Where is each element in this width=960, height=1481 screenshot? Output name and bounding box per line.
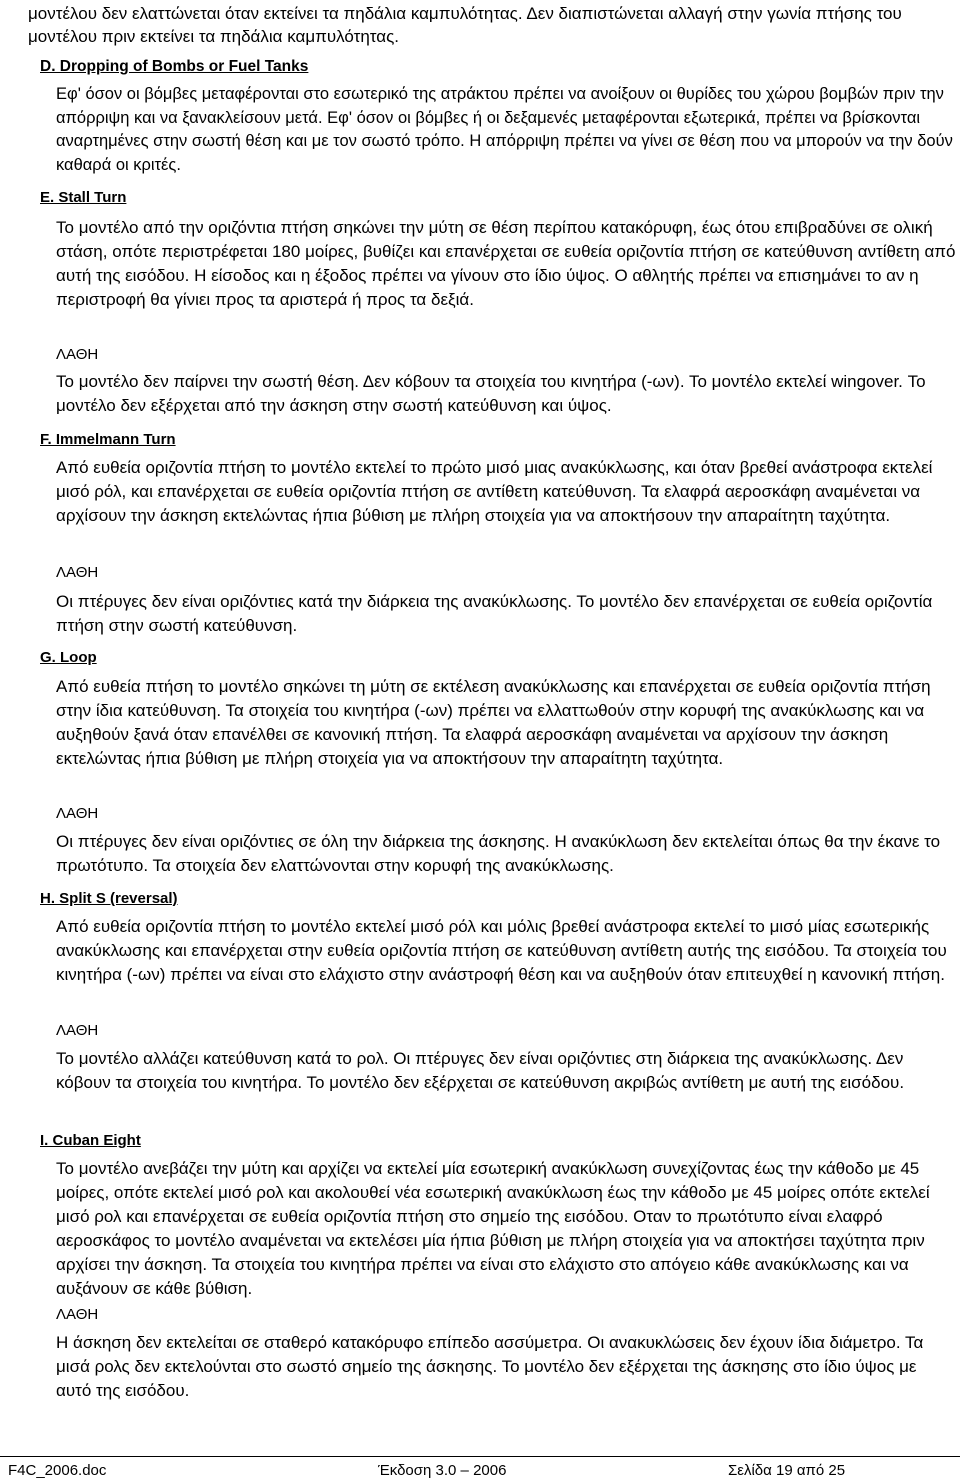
section-h-errors: Το μοντέλο αλλάζει κατεύθυνση κατά το ρολ. Οι πτέρυγες δεν είναι οριζόντιες στη διάρκεια της ανακύκλωσης. Δεν κόβουν τα στοιχεία του κινητήρα. Το μοντέλο δεν εξέρχεται σε κατεύθυνση ακριβώς αντίθετη με αυτή της εισόδου. bbox=[56, 1049, 905, 1092]
section-h-body: Από ευθεία οριζοντία πτήση το μοντέλο εκτελεί μισό ρόλ και μόλις βρεθεί ανάστροφα εκτελεί το μισό μίας εσωτερικής ανακύκλωσης και επανέρχεται στην ευθεία οριζοντία πτήση σε κατεύθυνση αντίθετη αυτής της εισόδου. Τα στοιχεία του κινητήρα (-ων) πρέπει να είναι στο ελάχιστο στην ανάστροφή θέση και να αυξηθούν όταν επιτευχθεί η κανονική πτήση. bbox=[56, 917, 947, 984]
section-f-error-label: ΛΑΘΗ bbox=[56, 564, 99, 581]
footer-file-name: F4C_2006.doc bbox=[8, 1462, 107, 1479]
section-e-title: E. Stall Turn bbox=[40, 189, 127, 206]
section-g-title: G. Loop bbox=[40, 649, 97, 666]
section-h-title: H. Split S (reversal) bbox=[40, 890, 178, 907]
section-i-errors: Η άσκηση δεν εκτελείται σε σταθερό κατακόρυφο επίπεδο ασσύμετρα. Οι ανακυκλώσεις δεν έχουν ίδια διάμετρο. Τα μισά ρολς δεν εκτελούνται στο σωστό σημείο της άσκησης. Το μοντέλο δεν εξέρχεται της άσκησης στο ίδιο ύψος με αυτό της εισόδου. bbox=[56, 1333, 924, 1400]
footer-page-number: Σελίδα 19 από 25 bbox=[728, 1462, 846, 1479]
section-e-errors: Το μοντέλο δεν παίρνει την σωστή θέση. Δεν κόβουν τα στοιχεία του κινητήρα (-ων). Το μοντέλο εκτελεί wingover. Το μοντέλο δεν εξέρχεται από την άσκηση στην σωστή κατεύθυνση και ύψος. bbox=[56, 372, 926, 415]
footer-divider bbox=[0, 1456, 960, 1457]
section-h-error-label: ΛΑΘΗ bbox=[56, 1022, 99, 1039]
section-g-errors: Οι πτέρυγες δεν είναι οριζόντιες σε όλη την διάρκεια της άσκησης. Η ανακύκλωση δεν εκτελείται όπως θα την έκανε το πρωτότυπο. Τα στοιχεία δεν ελαττώνονται στην κορυφή της ανακύκλωσης. bbox=[56, 832, 941, 875]
section-f-errors: Οι πτέρυγες δεν είναι οριζόντιες κατά την διάρκεια της ανακύκλωσης. Το μοντέλο δεν επανέρχεται σε ευθεία οριζοντία πτήση στην σωστή κατεύθυνση. bbox=[56, 592, 933, 635]
section-g-error-label: ΛΑΘΗ bbox=[56, 805, 99, 822]
section-i-error-label: ΛΑΘΗ bbox=[56, 1306, 99, 1323]
section-g-body: Από ευθεία πτήση το μοντέλο σηκώνει τη μύτη σε εκτέλεση ανακύκλωσης και επανέρχεται σε ευθεία οριζοντία πτήση στην ίδια κατεύθυνση. Τα στοιχεία του κινητήρα (-ων) πρέπει να ελλαττωθούν στην κορυφή της ανακύκλωσης και να αυξηθούν ξανά όταν επανέλθει σε κανονική πτήση. Τα ελαφρά αεροσκάφη αναμένεται να αρχίσουν την άσκηση εκτελώντας ήπια βύθιση με πλήρη στοιχεία για να αποκτήσουν την απαραίτητη ταχύτητα. bbox=[56, 677, 931, 768]
intro-paragraph: μοντέλου δεν ελαττώνεται όταν εκτείνει τα πηδάλια καμπυλότητας. Δεν διαπιστώνεται αλλαγή στην γωνία πτήσης του μοντέλου πριν εκτείνει τα πηδάλια καμπυλότητας. bbox=[28, 4, 902, 46]
section-d-title: D. Dropping of Bombs or Fuel Tanks bbox=[40, 58, 309, 75]
section-i-body: Το μοντέλο ανεβάζει την μύτη και αρχίζει να εκτελεί μία εσωτερική ανακύκλωση συνεχίζοντας έως την κάθοδο με 45 μοίρες, οπότε εκτελεί μισό ρολ και ακολουθεί νέα εσωτερική ανακύκλωση έως την κάθοδο με 45 μοίρες οπότε εκτελεί μισό ρολ και επανέρχεται σε ευθεία οριζοντία πτήση στο σημείο της εισόδου. Οταν το πρωτότυπο είναι ελαφρό αεροσκάφος το μοντέλο αναμένεται να εκτελέσει μία ήπια βύθιση με πλήρη στοιχεία για να αποκτήσει ταχύτητα πριν αρχίσει την άσκηση. Τα στοιχεία του κινητήρα πρέπει να είναι στο ελάχιστο στο απόγειο κάθε ανακύκλωσης και να αυξάνουν σε κάθε βύθιση. bbox=[56, 1159, 930, 1298]
section-i-title: I. Cuban Eight bbox=[40, 1132, 141, 1149]
footer-version: Έκδοση 3.0 – 2006 bbox=[378, 1462, 507, 1479]
section-d-body: Εφ' όσον οι βόμβες μεταφέρονται στο εσωτερικό της ατράκτου πρέπει να ανοίξουν οι θυρίδες του χώρου βομβών πριν την απόρριψη και να ξανακλείσουν μετά. Εφ' όσον οι βόμβες ή οι δεξαμενές μεταφέρονται εξωτερικά, πρέπει να βρίσκονται αναρτημένες στην σωστή θέση και με τον σωστό τρόπο. Η απόρριψη πρέπει να γίνει σε θέση που να μπορούν να την δούν καθαρά οι κριτές. bbox=[56, 85, 953, 174]
section-e-body: Το μοντέλο από την οριζόντια πτήση σηκώνει την μύτη σε θέση περίπου κατακόρυφη, έως ότου επιβραδύνει σε ολική στάση, οπότε περιστρέφεται 180 μοίρες, βυθίζει και επανέρχεται σε ευθεία οριζοντία πτήση σε κατεύθυνση αντίθετη από αυτή της εισόδου. Η είσοδος και η έξοδος πρέπει να γίνουν στο ίδιο ύψος. Ο αθλητής πρέπει να επισημάνει το αν η περιστροφή θα γίνιει προς τα αριστερά ή προς τα δεξιά. bbox=[56, 218, 956, 309]
section-f-body: Από ευθεία οριζοντία πτήση το μοντέλο εκτελεί το πρώτο μισό μιας ανακύκλωσης, και όταν βρεθεί ανάστροφα εκτελεί μισό ρόλ, και επανέρχεται σε ευθεία οριζοντία πτήση σε αντίθετη κατεύθυνση. Τα ελαφρά αεροσκάφη αναμένεται να αρχίσουν την άσκηση εκτελώντας ήπια βύθιση με πλήρη στοιχεία για να αποκτήσουν την απαραίτητη ταχύτητα. bbox=[56, 458, 933, 525]
section-e-error-label: ΛΑΘΗ bbox=[56, 346, 99, 363]
section-f-title: F. Immelmann Turn bbox=[40, 431, 176, 448]
